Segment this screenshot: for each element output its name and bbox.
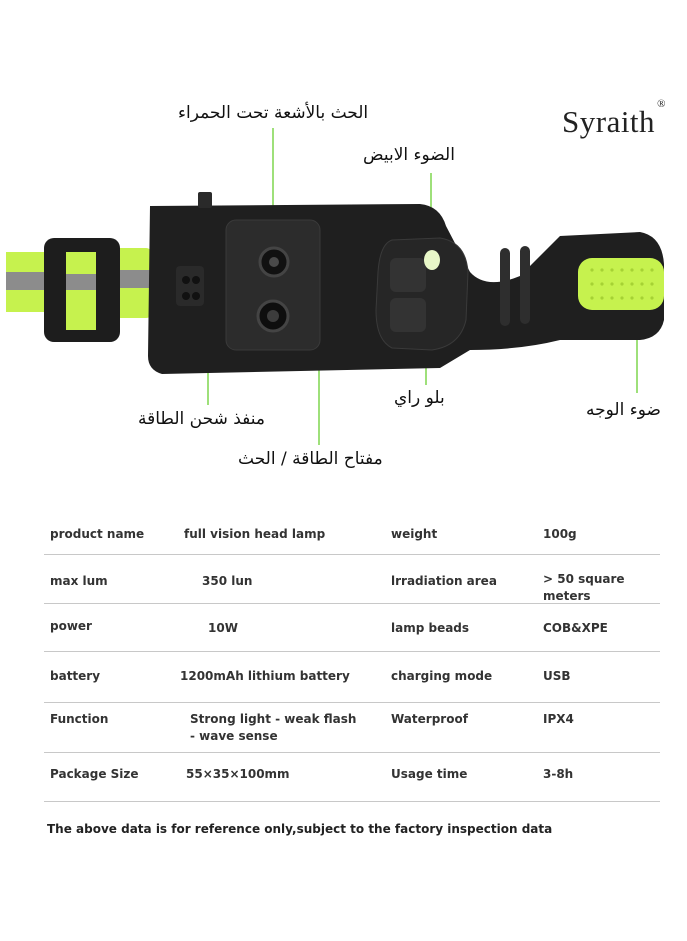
brand-logo	[562, 98, 666, 140]
spec-value: COB&XPE	[543, 621, 608, 635]
spec-label: lrradiation area	[391, 574, 497, 588]
spec-table	[44, 510, 660, 802]
spec-label: Usage time	[391, 767, 468, 781]
spec-value: > 50 square meters	[543, 572, 625, 603]
table-row	[44, 703, 660, 753]
spec-label: lamp beads	[391, 621, 470, 635]
strap-buckle	[44, 238, 120, 342]
callout-blue-ray: بلو راي	[394, 388, 445, 408]
callout-charging-port: منفذ شحن الطاقة	[138, 409, 265, 429]
spec-value: 350 lun	[202, 574, 253, 588]
callout-white-light: الضوء الابيض	[363, 145, 455, 165]
table-row	[44, 510, 660, 555]
table-row	[44, 753, 660, 802]
spec-label: max lum	[50, 574, 108, 588]
spec-label: Package Size	[50, 767, 139, 781]
disclaimer-note: The above data is for reference only,subject to the factory inspection data	[47, 822, 553, 836]
spec-label: battery	[50, 669, 101, 683]
table-row	[44, 555, 660, 604]
spec-value: 55×35×100mm	[186, 767, 290, 781]
registered-mark: ®	[657, 98, 666, 110]
spec-value: 100g	[543, 527, 577, 541]
spec-value: 10W	[208, 621, 238, 635]
spec-label: product name	[50, 527, 145, 541]
spec-label: Waterproof	[391, 712, 468, 726]
spec-value: 3-8h	[543, 767, 574, 781]
spec-label: Function	[50, 712, 109, 726]
spec-value: full vision head lamp	[184, 527, 326, 541]
spec-label: power	[50, 619, 92, 633]
callout-power-switch: مفتاح الطاقة / الحث	[238, 449, 383, 469]
table-row	[44, 652, 660, 703]
spec-value: USB	[543, 669, 571, 683]
front-light-module	[376, 238, 468, 350]
spec-value: Strong light - weak flash - wave sense	[190, 712, 357, 743]
brand-name: Syraith	[562, 104, 656, 139]
spec-value: 1200mAh lithium battery	[180, 669, 350, 683]
spec-value: IPX4	[543, 712, 574, 726]
callout-ir-sensor: الحث بالأشعة تحت الحمراء	[178, 103, 369, 123]
table-row	[44, 604, 660, 652]
headlamp-illustration	[0, 180, 687, 410]
spec-label: charging mode	[391, 669, 493, 683]
spec-label: weight	[391, 527, 438, 541]
callout-face-light: ضوء الوجه	[586, 400, 661, 420]
